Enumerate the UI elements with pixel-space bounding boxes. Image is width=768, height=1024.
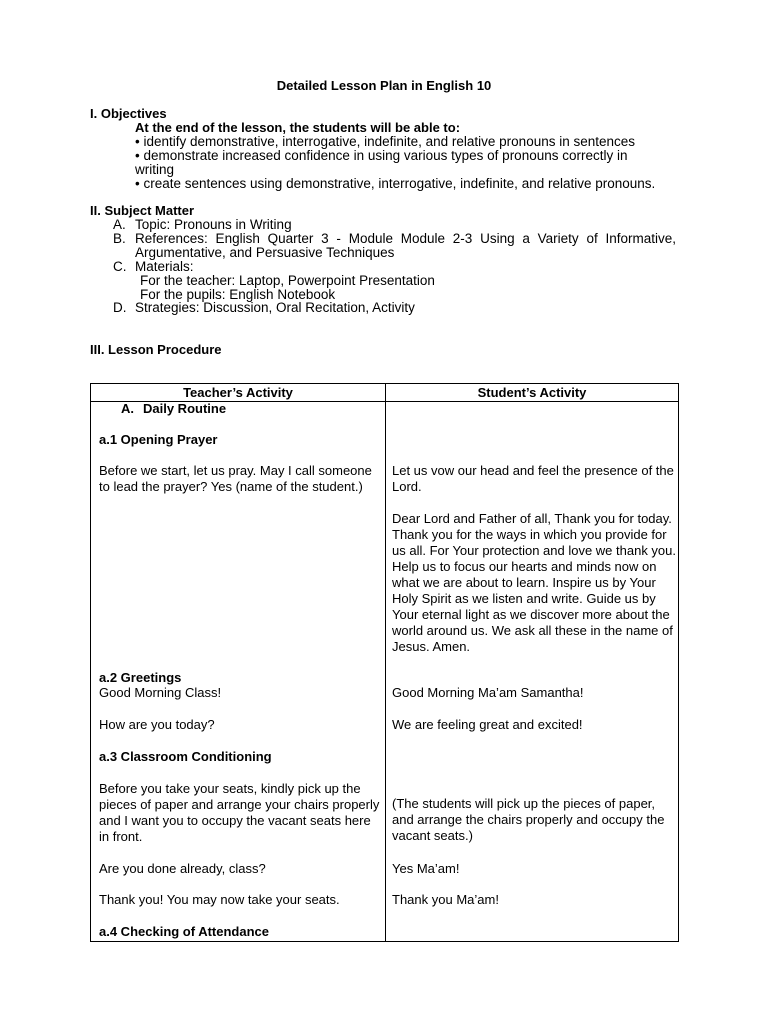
objective-item-2: • demonstrate increased confidence in using various types of pronouns correctly in	[135, 148, 628, 163]
student-conditioning-text: (The students will pick up the pieces of paper, and arrange the chairs properly and occupy the vacant seats.)	[392, 796, 665, 843]
teacher-prayer-text: Before we start, let us pray. May I call someone to lead the prayer? Yes (name of the student.)	[99, 463, 372, 494]
materials-pupils: For the pupils: English Notebook	[140, 287, 336, 302]
teacher-greeting: Good Morning Class!	[99, 685, 222, 700]
column-divider	[385, 384, 386, 941]
greetings-heading: a.2 Greetings	[99, 670, 182, 685]
lesson-procedure-table	[90, 383, 679, 942]
student-prayer-intro: Let us vow our head and feel the presence of the Lord.	[392, 463, 674, 494]
objective-item-2-continued: writing	[135, 162, 175, 177]
student-done-response: Yes Ma’am!	[392, 861, 460, 876]
subject-item-a-letter: A.	[113, 217, 126, 232]
teacher-thanks: Thank you! You may now take your seats.	[99, 892, 340, 907]
teacher-activity-header: Teacher’s Activity	[183, 385, 293, 400]
student-greeting: Good Morning Ma’am Samantha!	[392, 685, 584, 700]
classroom-conditioning-heading: a.3 Classroom Conditioning	[99, 749, 272, 764]
teacher-done-question: Are you done already, class?	[99, 861, 266, 876]
objectives-intro: At the end of the lesson, the students will be able to:	[135, 120, 461, 135]
objective-item-3: • create sentences using demonstrative, interrogative, indefinite, and relative pronouns.	[135, 176, 656, 191]
subject-item-c-letter: C.	[113, 259, 127, 274]
objectives-heading: I. Objectives	[90, 106, 167, 121]
student-how-response: We are feeling great and excited!	[392, 717, 583, 732]
subject-matter-heading: II. Subject Matter	[90, 203, 195, 218]
student-thanks: Thank you Ma’am!	[392, 892, 499, 907]
subject-item-materials: Materials:	[135, 259, 194, 274]
document-title: Detailed Lesson Plan in English 10	[276, 78, 492, 93]
lesson-procedure-heading: III. Lesson Procedure	[90, 342, 222, 357]
teacher-how-are-you: How are you today?	[99, 717, 215, 732]
checking-attendance-heading: a.4 Checking of Attendance	[99, 924, 269, 939]
subject-item-strategies: Strategies: Discussion, Oral Recitation, Activity	[135, 300, 415, 315]
opening-prayer-heading: a.1 Opening Prayer	[99, 432, 218, 447]
subject-item-b-letter: B.	[113, 231, 126, 246]
subject-item-references: References: English Quarter 3 - Module Module 2-3 Using a Variety of Informative,	[135, 231, 676, 246]
student-activity-header: Student’s Activity	[477, 385, 587, 400]
objective-item-1: • identify demonstrative, interrogative, indefinite, and relative pronouns in sentences	[135, 134, 636, 149]
teacher-conditioning-text: Before you take your seats, kindly pick up the pieces of paper and arrange your chairs properly and I want you to occupy the vacant seats here in front.	[99, 781, 380, 844]
daily-routine-heading: Daily Routine	[143, 401, 227, 416]
subject-item-references-continued: Argumentative, and Persuasive Techniques	[135, 245, 395, 260]
subject-item-topic: Topic: Pronouns in Writing	[135, 217, 292, 232]
daily-routine-letter: A.	[121, 401, 134, 416]
materials-teacher: For the teacher: Laptop, Powerpoint Presentation	[140, 273, 435, 288]
student-prayer-text: Dear Lord and Father of all, Thank you for today. Thank you for the ways in which you provide for us all. For Your protection and love we thank you. Help us to focus our hearts and minds now on what we are about to learn. Inspire us by Your Holy Spirit as we listen and write. Guide us by Your eternal light as we discover more about the world around us. We ask all these in the name of Jesus. Amen.	[392, 511, 677, 654]
subject-item-d-letter: D.	[113, 300, 127, 315]
